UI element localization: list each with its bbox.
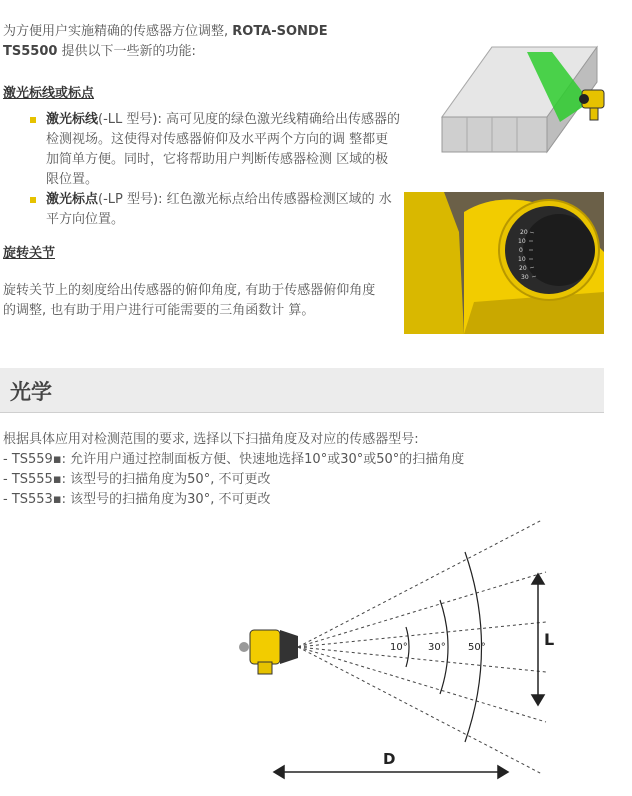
- distance-label-L: L: [544, 630, 555, 649]
- laser-heading: 激光标线或标点: [3, 86, 95, 101]
- model-ts559: - TS559▪: 允许用户通过控制面板方便、快速地选择10°或30°或50°的扫描角度: [3, 452, 465, 467]
- optics-heading: 光学: [10, 380, 52, 404]
- bullet-text: (-LL 型号): 高可见度的绿色激光线精确给出传感器的检测视场。这使得对传感器俯仰及水平两个方向的调 整都更加简单方便。同时，它将帮助用户判断传感器检测 区域的极限位置。: [46, 112, 400, 187]
- intro-line1: 为方便用户实施精确的传感器方位调整,: [3, 24, 233, 39]
- dial-tick-label: 20: [519, 265, 527, 272]
- rotary-joint-image: [404, 192, 604, 334]
- bullet-square-icon: [30, 117, 36, 123]
- angle-label-30: 30°: [428, 642, 446, 653]
- bullet-square-icon: [30, 197, 36, 203]
- sensor-icon: [239, 630, 298, 674]
- optics-section-band: [0, 368, 604, 413]
- intro-line2: 提供以下一些新的功能:: [57, 44, 196, 59]
- optics-intro: 根据具体应用对检测范围的要求, 选择以下扫描角度及对应的传感器型号:: [3, 432, 419, 447]
- optics-text: [3, 430, 623, 510]
- bullet-laser-line: [30, 110, 400, 190]
- distance-label-D: D: [383, 750, 396, 768]
- angle-label-10: 10°: [390, 642, 408, 653]
- scan-angle-diagram: [230, 512, 560, 784]
- laser-bullet-list: [30, 110, 400, 230]
- intro-text: [3, 22, 383, 62]
- rotary-heading: 旋转关节: [3, 246, 56, 261]
- bullet-label: 激光标点: [46, 192, 99, 207]
- bullet-text: (-LP 型号): 红色激光标点给出传感器检测区域的 水平方向位置。: [46, 192, 392, 227]
- rotary-text: 旋转关节上的刻度给出传感器的俯仰角度, 有助于传感器俯仰角度的调整, 也有助于用户进行可能需要的三角函数计 算。: [3, 283, 376, 318]
- dial-tick-label: 20: [520, 229, 528, 236]
- brand-rota-sonde: ROTA-SONDE: [232, 24, 328, 39]
- model-ts553: - TS553▪: 该型号的扫描角度为30°, 不可更改: [3, 492, 271, 507]
- dial-tick-label: 30: [521, 274, 529, 281]
- bullet-laser-point: [30, 190, 400, 230]
- bullet-label: 激光标线: [46, 112, 99, 127]
- model-ts555: - TS555▪: 该型号的扫描角度为50°, 不可更改: [3, 472, 271, 487]
- angle-label-50: 50°: [468, 642, 486, 653]
- brand-ts5500: TS5500: [3, 44, 58, 59]
- dial-tick-label: 0: [519, 247, 523, 254]
- dial-tick-label: 10: [518, 238, 526, 245]
- dial-tick-label: 10: [518, 256, 526, 263]
- truck-laser-image: [432, 22, 610, 167]
